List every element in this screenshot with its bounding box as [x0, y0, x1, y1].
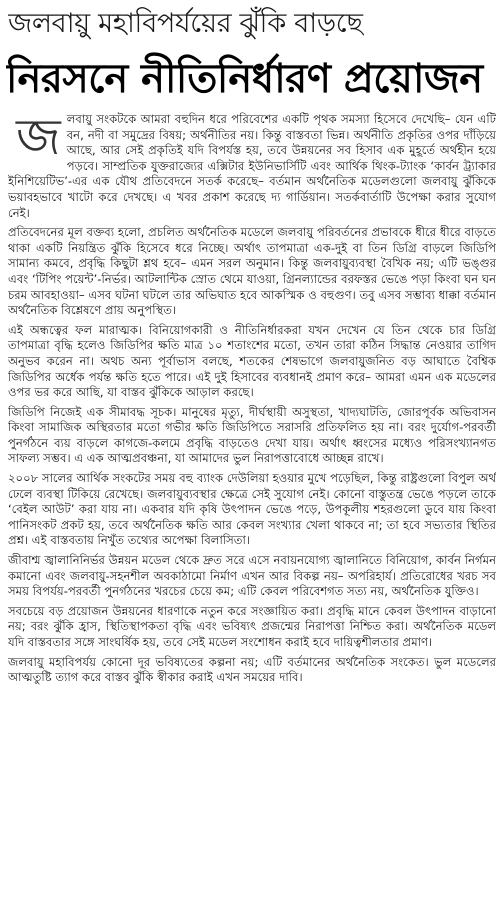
paragraph-6: জীবাশ্ম জ্বালানিনির্ভর উন্নয়ন মডেল থেকে দ্রুত সরে এসে নবায়নযোগ্য জ্বালানিতে বিনিয়োগ, কার্বন নির্গমন কমানো এবং জলবায়ু-সহনশীল অবকাঠামো নির্মাণ এখন আর বিকল্প নয়– অপরিহার্য। প্রতিরোধের খরচ সব সময় বিপর্যয়-পরবর্তী পুনর্গঠনের খরচের চেয়ে কম; এটি কেবল পরিবেশগত সত্য নয়, অর্থনৈতিক যুক্তিও। — [8, 553, 496, 599]
paragraph-1 — [8, 112, 496, 221]
article-body — [8, 112, 496, 918]
paragraph-2: প্রতিবেদনের মূল বক্তব্য হলো, প্রচলিত অর্থনৈতিক মডেলে জলবায়ু পরিবর্তনের প্রভাবকে ধীরে ধীরে বাড়তে থাকা একটি নিয়ন্ত্রিত ঝুঁকি হিসেবে ধরে নিচ্ছে। অর্থাৎ তাপমাত্রা এক-দুই বা তিন ডিগ্রি বাড়লে জিডিপি সামান্য কমবে, প্রবৃদ্ধি কিছুটা শ্লথ হবে– এমন সরল অনুমান। কিন্তু জলবায়ুব্যবস্থা বৈখিক নয়; এটি ভঙ্গুর এবং ‘টিপিং পয়েন্ট’-নির্ভর। আটলান্টিক স্রোত থেমে যাওয়া, গ্রিনল্যান্ডের বরফস্তর ভেঙে পড়া কিংবা ঘন ঘন চরম আবহাওয়া– এসব ঘটনা ঘটলে তার অভিঘাত হবে আকস্মিক ও বহুগুণ। তবু এসব সম্ভাব্য ধাক্কা বর্তমান অর্থনৈতিক বিশ্লেষণে প্রায় অনুপস্থিত। — [8, 225, 496, 318]
paragraph-4: জিডিপি নিজেই এক সীমাবদ্ধ সূচক। মানুষের মৃত্যু, দীর্ঘস্থায়ী অসুস্থতা, খাদ্যঘাটতি, জোরপূর্বক অভিবাসন কিংবা সামাজিক অস্থিরতার মতো গভীর ক্ষতি জিডিপিতে সরাসরি প্রতিফলিত হয় না। বরং দুর্যোগ-পরবর্তী পুনর্গঠনে ব্যয় বাড়লে কাগজে-কলমে প্রবৃদ্ধি বাড়তেও দেখা যায়। অর্থাৎ ধ্বংসের মধ্যেও পরিসংখ্যানগত সাফল্য সম্ভব। এ এক আত্মপ্রবঞ্চনা, যা আমাদের ভুল নিরাপত্তাবোধে আচ্ছন্ন রাখে। — [8, 404, 496, 466]
paragraph-8: জলবায়ু মহাবিপর্যয় কোনো দূর ভবিষ্যতের কল্পনা নয়; এটি বর্তমানের অর্থনৈতিক সংকেত। ভুল মডেলের আত্মতুষ্টি ত্যাগ করে বাস্তব ঝুঁকি স্বীকার করাই এখন সময়ের দাবি। — [8, 654, 496, 685]
headline: নিরসনে নীতিনির্ধারণ প্রয়োজন — [6, 56, 483, 102]
drop-cap: জ — [16, 112, 61, 166]
paragraph-7: সবচেয়ে বড় প্রয়োজন উন্নয়নের ধারণাকে নতুন করে সংজ্ঞায়িত করা। প্রবৃদ্ধি মানে কেবল উৎপাদন বাড়ানো নয়; বরং ঝুঁকি হ্রাস, স্থিতিস্থাপকতা বৃদ্ধি এবং ভবিষ্যৎ প্রজন্মের নিরাপত্তা নিশ্চিত করা। অর্থনৈতিক মডেল যদি বাস্তবতার সঙ্গে সাংঘর্ষিক হয়, তবে সেই মডেল সংশোধন করাই হবে দায়িত্বশীলতার প্রমাণ। — [8, 603, 496, 649]
kicker-line: জলবায়ু মহাবিপর্যয়ের ঝুঁকি বাড়ছে — [8, 8, 363, 39]
paragraph-3: এই অন্ধত্বের ফল মারাত্মক। বিনিয়োগকারী ও নীতিনির্ধারকরা যখন দেখেন যে তিন থেকে চার ডিগ্রি তাপমাত্রা বৃদ্ধি হলেও জিডিপির ক্ষতি মাত্র ১০ শতাংশের মতো, তখন তারা কঠিন সিদ্ধান্ত নেওয়ার তাগিদ অনুভব করেন না। অথচ অন্য পূর্বাভাস বলছে, শতকের শেষভাগে জলবায়ুজনিত বড় আঘাতে বৈশ্বিক জিডিপির অর্ধেক পর্যন্ত ক্ষতি হতে পারে। এই দুই হিসাবের ব্যবধানই প্রমাণ করে– আমরা এমন এক মডেলের ওপর ভর করে আছি, যা বাস্তব ঝুঁকিকে আড়াল করছে। — [8, 322, 496, 400]
paragraph-5: ২০০৮ সালের আর্থিক সংকটের সময় বহু ব্যাংক দেউলিয়া হওয়ার মুখে পড়েছিল, কিন্তু রাষ্ট্রগুলো বিপুল অর্থ ঢেলে ব্যবস্থা টিকিয়ে রেখেছে। জলবায়ুব্যবস্থার ক্ষেত্রে সেই সুযোগ নেই। কোনো বাস্তুতন্ত্র ভেঙে পড়লে তাকে ‘বেইল আউট’ করা যায় না। একবার যদি কৃষি উৎপাদন ভেঙে পড়ে, উপকূলীয় শহরগুলো ডুবে যায় কিংবা পানিসংকট প্রকট হয়, তবে অর্থনৈতিক ক্ষতি আর কেবল সংখ্যার খেলা থাকবে না; তা হবে সভ্যতার স্থিতির প্রশ্ন। এই বাস্তবতায় নিখুঁত তথ্যের অপেক্ষা বিলাসিতা। — [8, 471, 496, 548]
paragraph-1-text: লবায়ু সংকটকে আমরা বহুদিন ধরে পরিবেশের একটি পৃথক সমস্যা হিসেবে দেখেছি– যেন এটি বন, নদী বা সমুদ্রের বিষয়; অর্থনীতির নয়। কিন্তু বাস্তবতা ভিন্ন। অর্থনীতি প্রকৃতির ওপর দাঁড়িয়ে আছে, আর সেই প্রকৃতিই যদি বিপর্যস্ত হয়, তবে উন্নয়নের সব হিসাব এক মুহূর্তে অর্থহীন হয়ে পড়বে। সাম্প্রতিক যুক্তরাজ্যের এক্সিটার ইউনিভার্সিটি এবং আর্থিক থিংক-ট্যাংক ‘কার্বন ট্র্যাকার ইনিশিয়েটিভ’-এর এক যৌথ প্রতিবেদনে সতর্ক করেছে– বর্তমান অর্থনৈতিক মডেলগুলো জলবায়ু ঝুঁকিকে ভয়াবহভাবে খাটো করে দেখছে। এ খবর প্রকাশ করেছে দ্য গার্ডিয়ান। সতর্কবার্তাটি উপেক্ষা করার সুযোগ নেই। — [8, 112, 496, 220]
